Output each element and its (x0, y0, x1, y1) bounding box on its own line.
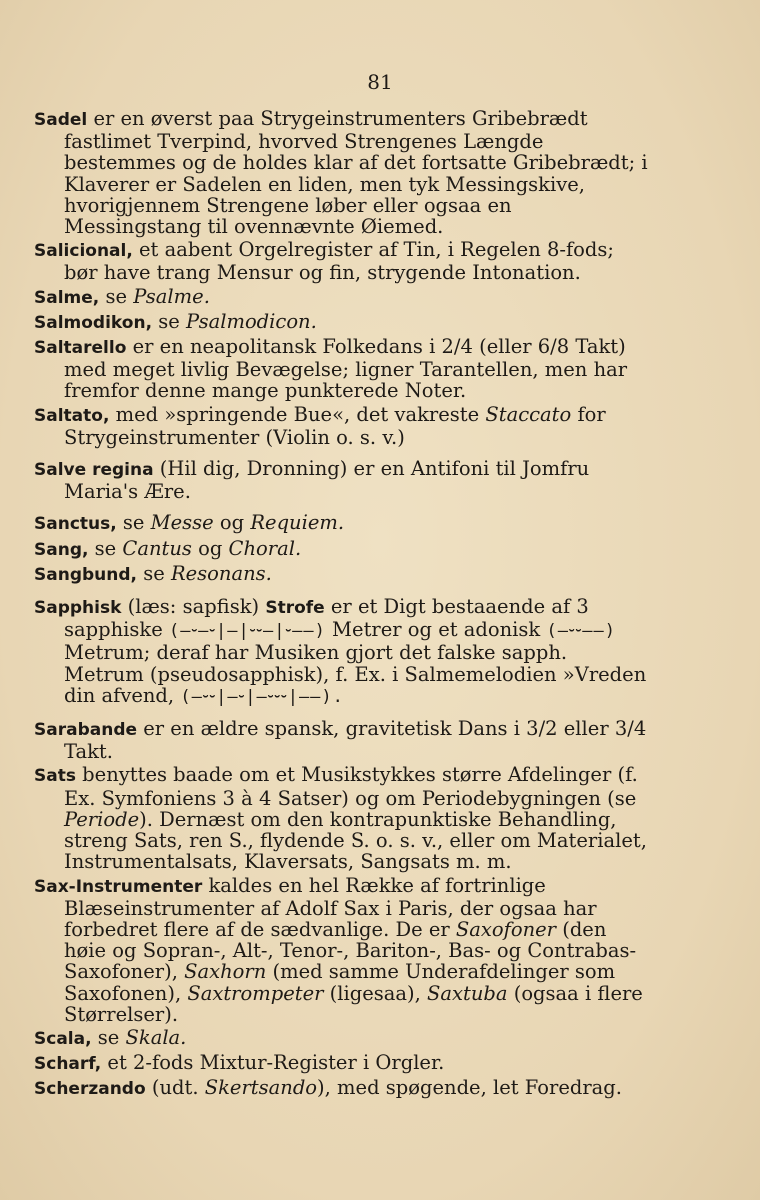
headword: Scala, (34, 1028, 92, 1049)
headword: Salve regina (34, 460, 154, 481)
cross-reference: Saxtrompeter (187, 981, 324, 1005)
definition: for Strygeinstrumenter (Violin o. s. v.) (64, 402, 606, 449)
entry-sapphisk (34, 596, 648, 708)
headword: Saltato, (34, 405, 110, 426)
cross-reference: Skala. (125, 1025, 187, 1049)
definition: og (213, 511, 251, 535)
definition: se (88, 536, 123, 560)
headword: Sanctus, (34, 514, 117, 535)
cross-reference: Cantus (122, 536, 192, 560)
definition: se (137, 561, 171, 585)
headword: Salme, (34, 287, 100, 308)
entry-list (34, 108, 648, 1103)
page-number: 81 (367, 70, 393, 94)
definition: (udt. (145, 1076, 205, 1100)
definition: et aabent Orgelregister af Tin, i Regelen 8-fods; bør have trang Mensur og fin, strygende Intonation. (64, 238, 614, 285)
definition: se (91, 1025, 126, 1049)
cross-reference: Saxhorn (184, 960, 267, 984)
definition: (den høie og Sopran-, Alt-, Tenor-, Bariton-, Bas- og Contrabas-Saxofoner), (64, 917, 637, 984)
cross-reference: Staccato (485, 402, 572, 426)
cross-reference: Psalmodicon. (185, 309, 317, 333)
definition: er en neapolitansk Folkedans i 2/4 (eller 6/8 Takt) med meget livlig Bevægelse; ligner Tarantellen, men har fremfor denne mange punkterede Noter. (64, 335, 628, 403)
cross-reference: Saxofoner (455, 917, 557, 941)
headword: Sax-Instrumenter (34, 876, 203, 897)
entry-scala (34, 1027, 648, 1050)
definition: Metrum; deraf har Musiken gjort det falske sapph. Metrum (pseudosapphisk), f. Ex. i Salmemelodien »Vreden din afvend, (64, 641, 647, 707)
headword: Sangbund, (34, 564, 137, 585)
headword: Sats (34, 766, 76, 787)
definition: (ogsaa i flere Størrelser). (64, 981, 643, 1026)
entry-sax-instrumenter (34, 875, 648, 1025)
cross-reference: Psalme. (133, 284, 210, 308)
definition: (ligesaa), (323, 981, 428, 1005)
definition: og (191, 536, 229, 560)
definition: med »springende Bue«, det vakreste (109, 402, 486, 426)
meter-notation: (–⏑⏑––) (546, 621, 616, 642)
entry-saltarello (34, 336, 648, 402)
entry-salme (34, 286, 648, 309)
definition: et 2-fods Mixtur-Register i Orgler. (101, 1051, 445, 1075)
headword: Scherzando (34, 1079, 146, 1100)
definition: er et Digt bestaaende af 3 sapphiske (64, 595, 589, 642)
headword: Salmodikon, (34, 312, 153, 333)
entry-scharf (34, 1052, 648, 1075)
entry-sanctus (34, 512, 648, 535)
entry-sangbund (34, 563, 648, 586)
definition: benyttes baade om et Musikstykkes større Afdelinger (f. Ex. Symfoniens 3 à 4 Satser) og om Periodebygningen (se (64, 763, 638, 810)
headword: Sang, (34, 539, 89, 560)
definition: er en øverst paa Strygeinstrumenters Gribebrædt fastlimet Tverpind, hvorved Strengenes Længde bestemmes og de holdes klar af det fortsatte Gribebrædt; i Klaverer er Sadelen en liden, men tyk Messingskive, hvorigjennem Strengene løber eller ogsaa en Messingstang til ovennævnte Øiemed. (64, 107, 648, 239)
definition: Metrer og et adonisk (325, 618, 547, 642)
cross-reference: Messe (150, 511, 214, 535)
entry-sang (34, 538, 648, 561)
cross-reference: Choral. (228, 536, 302, 560)
definition: ). Dernæst om den kontrapunktiske Behandling, streng Sats, ren S., flydende S. o. s. v., eller om Materialet, Instrumentalsats, Klaversats, Sangsats m. m. (64, 807, 647, 874)
entry-sarabande (34, 718, 648, 762)
cross-reference: Skertsando (204, 1076, 318, 1100)
headword: Sapphisk (34, 598, 122, 619)
entry-sats (34, 764, 648, 872)
definition: kaldes en hel Række af fortrinlige Blæseinstrumenter af Adolf Sax i Paris, der ogsaa har forbedret flere af de sædvanlige. De er (64, 873, 597, 941)
definition: se (116, 511, 151, 535)
cross-reference: Saxtuba (427, 981, 508, 1005)
cross-reference: Periode (64, 807, 140, 831)
definition: ), med spøgende, let Foredrag. (317, 1076, 622, 1100)
definition: (læs: sapfisk) (121, 595, 266, 619)
entry-salve-regina (34, 458, 648, 502)
entry-scherzando (34, 1077, 648, 1100)
headword: Sadel (34, 110, 88, 130)
headword: Sarabande (34, 720, 138, 741)
definition: (med samme Underafdelinger som Saxofonen), (64, 960, 616, 1005)
definition: se (99, 284, 134, 308)
cross-reference: Requiem. (250, 511, 345, 535)
meter-notation: (–⏑–⏑|–|⏑⏑–|⏑––) (168, 621, 326, 642)
entry-sadel (34, 108, 648, 237)
entry-salicional (34, 239, 648, 283)
entry-salmodikon (34, 311, 648, 334)
definition: (Hil dig, Dronning) er en Antifoni til Jomfru Maria's Ære. (64, 457, 590, 504)
entry-saltato (34, 404, 648, 448)
definition: er en ældre spansk, gravitetisk Dans i 3/2 eller 3/4 Takt. (64, 717, 647, 764)
headword-secondary: Strofe (265, 598, 325, 619)
cross-reference: Resonans. (170, 561, 272, 585)
definition: se (152, 309, 186, 333)
meter-notation: (–⏑⏑|–⏑|–⏑⏑⏑|––). (180, 686, 344, 707)
headword: Scharf, (34, 1054, 102, 1075)
headword: Salicional, (34, 241, 133, 262)
headword: Saltarello (34, 338, 127, 359)
